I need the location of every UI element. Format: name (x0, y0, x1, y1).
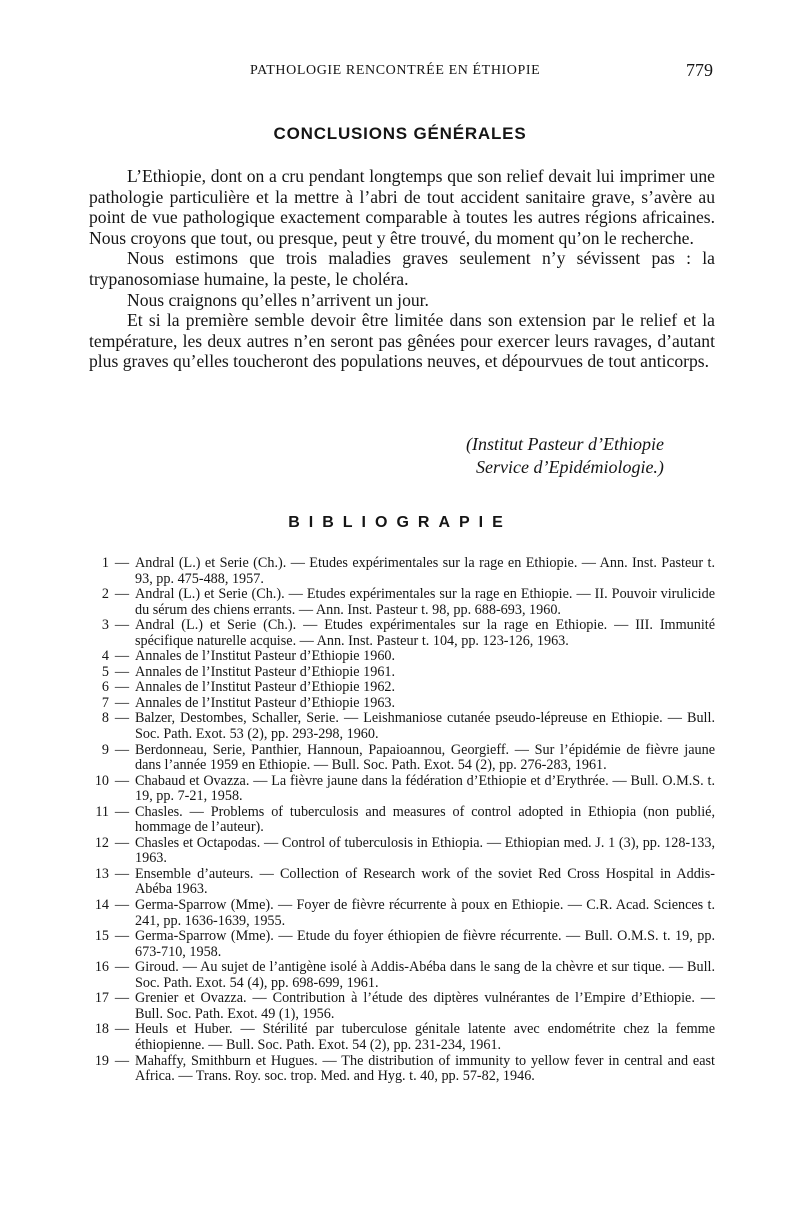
entry-text: Ensemble d’auteurs. — Collection of Research work of the soviet Red Cross Hospital in Addis-Abéba 1963. (135, 865, 715, 898)
entry-dash: — (114, 834, 130, 851)
entry-text: Chasles et Octapodas. — Control of tuberculosis in Ethiopia. — Ethiopian med. J. 1 (3), pp. 128-133, 1963. (135, 834, 715, 867)
entry-number: 3 (101, 617, 109, 634)
bibliography-entry (87, 618, 715, 649)
entry-dash: — (114, 897, 130, 914)
entry-text: Germa-Sparrow (Mme). — Etude du foyer éthiopien de fièvre récurrente. — Bull. O.M.S. t. 19, pp. 673-710, 1958. (135, 928, 715, 960)
bibliography-entry (87, 556, 715, 587)
entry-dash: — (114, 617, 130, 634)
entry-text: Chasles. — Problems of tuberculosis and measures of control adopted in Ethiopia (non publié, hommage de l’auteur). (135, 803, 715, 836)
entry-text: Berdonneau, Serie, Panthier, Hannoun, Papaioannou, Georgieff. — Sur l’épidémie de fièvre jaune dans l’année 1959 en Ethiopie. — Bull. Soc. Path. Exot. 54 (2), pp. 276-283, 1961. (135, 741, 715, 774)
entry-number: 7 (101, 694, 109, 711)
bibliography-entry (87, 991, 715, 1022)
entry-text: Grenier et Ovazza. — Contribution à l’étude des diptères vulnérantes de l’Empire d’Ethiopie. — Bull. Soc. Path. Exot. 49 (1), 1956. (135, 990, 715, 1022)
bibliography-entry (87, 836, 715, 867)
entry-number: 14 (94, 897, 109, 914)
bibliography-entry (87, 696, 715, 712)
bibliography-entry (87, 649, 715, 665)
entry-dash: — (114, 586, 130, 603)
entry-dash: — (114, 710, 130, 727)
entry-dash: — (114, 555, 130, 571)
entry-number: 18 (94, 1021, 109, 1038)
entry-dash: — (114, 772, 130, 789)
entry-text: Mahaffy, Smithburn et Hugues. — The distribution of immunity to yellow fever in central and east Africa. — Trans. Roy. soc. trop. Med. and Hyg. t. 40, pp. 57-82, 1946. (135, 1052, 715, 1085)
entry-number: 4 (101, 648, 109, 665)
bibliography-entry (87, 1054, 715, 1085)
entry-number: 2 (101, 586, 109, 603)
running-title: PATHOLOGIE RENCONTRÉE EN ÉTHIOPIE (250, 63, 541, 78)
paragraph: L’Ethiopie, dont on a cru pendant longtemps que son relief devait lui imprimer une pathologie particulière et la mettre à l’abri de tout accident sanitaire grave, s’avère au point de vue pathologique exactement comparable à toutes les autres régions africaines. Nous croyons que tout, ou presque, peut y être trouvé, du moment qu’on le recherche. (89, 166, 715, 248)
entry-text: Giroud. — Au sujet de l’antigène isolé à Addis-Abéba dans le sang de la chèvre et sur tique. — Bull. Soc. Path. Exot. 54 (4), pp. 698-699, 1961. (135, 959, 715, 991)
entry-text: Andral (L.) et Serie (Ch.). — Etudes expérimentales sur la rage en Ethiopie. — III. Immunité spécifique naturelle acquise. — Ann. Inst. Pasteur t. 104, pp. 123-126, 1963. (135, 617, 715, 649)
bibliography-entry (87, 711, 715, 742)
section-title-conclusions: CONCLUSIONS GÉNÉRALES (273, 124, 527, 143)
bibliography-entry (87, 929, 715, 960)
bibliography-entry (87, 805, 715, 836)
bibliography-list (87, 556, 715, 1085)
entry-number: 5 (101, 663, 109, 680)
signature-line: Service d’Epidémiologie.) (476, 457, 664, 477)
bibliography-entry (87, 1022, 715, 1053)
entry-text: Heuls et Huber. — Stérilité par tuberculose génitale latente avec endométrite chez la femme éthiopienne. — Bull. Soc. Path. Exot. 54 (2), pp. 231-234, 1961. (135, 1021, 715, 1053)
paragraph: Et si la première semble devoir être limitée dans son extension par le relief et la température, les deux autres n’en seront pas gênées pour exercer leurs ravages, d’autant plus graves qu’elles toucheront des populations neuves, et dépourvues de tout anticorps. (89, 310, 715, 372)
bibliography-entry (87, 867, 715, 898)
entry-dash: — (114, 663, 130, 680)
entry-text: Annales de l’Institut Pasteur d’Ethiopie 1963. (135, 694, 396, 711)
entry-number: 11 (95, 803, 109, 820)
entry-dash: — (114, 928, 130, 945)
entry-dash: — (114, 990, 130, 1007)
entry-text: Balzer, Destombes, Schaller, Serie. — Leishmaniose cutanée pseudo-lépreuse en Ethiopie. — Bull. Soc. Path. Exot. 53 (2), pp. 293-298, 1960. (135, 710, 715, 743)
page-number: 779 (686, 60, 713, 80)
entry-number: 16 (94, 959, 109, 976)
bibliography-entry (87, 960, 715, 991)
entry-dash: — (114, 1021, 130, 1038)
entry-text: Chabaud et Ovazza. — La fièvre jaune dans la fédération d’Ethiopie et d’Erythrée. — Bull. O.M.S. t. 19, pp. 7-21, 1958. (135, 772, 715, 805)
entry-dash: — (114, 741, 130, 758)
entry-number: 8 (101, 710, 109, 727)
entry-number: 17 (94, 990, 109, 1007)
entry-dash: — (114, 803, 130, 820)
bibliography-entry (87, 680, 715, 696)
entry-text: Annales de l’Institut Pasteur d’Ethiopie 1960. (135, 648, 396, 665)
entry-number: 9 (101, 741, 109, 758)
entry-dash: — (114, 959, 130, 976)
entry-text: Andral (L.) et Serie (Ch.). — Etudes expérimentales sur la rage en Ethiopie. — Ann. Inst. Pasteur t. 93, pp. 475-488, 1957. (135, 555, 715, 587)
entry-dash: — (114, 648, 130, 665)
entry-dash: — (114, 865, 130, 882)
entry-text: Annales de l’Institut Pasteur d’Ethiopie 1962. (135, 679, 396, 696)
entry-text: Andral (L.) et Serie (Ch.). — Etudes expérimentales sur la rage en Ethiopie. — II. Pouvoir virulicide du sérum des chiens errants. — Ann. Inst. Pasteur t. 98, pp. 688-693, 1960. (135, 586, 715, 618)
entry-number: 19 (94, 1052, 109, 1069)
paragraph: Nous craignons qu’elles n’arrivent un jour. (127, 289, 429, 310)
entry-dash: — (114, 694, 130, 711)
signature-line: (Institut Pasteur d’Ethiopie (466, 434, 664, 454)
bibliography-entry (87, 774, 715, 805)
paragraph: Nous estimons que trois maladies graves seulement n’y sévissent pas : la trypanosomiase humaine, la peste, le choléra. (89, 248, 715, 289)
institution-signature (466, 433, 664, 479)
entry-dash: — (114, 679, 130, 696)
entry-number: 10 (94, 772, 109, 789)
bibliography-entry (87, 743, 715, 774)
bibliography-entry (87, 898, 715, 929)
entry-number: 12 (94, 834, 109, 851)
entry-number: 6 (101, 679, 109, 696)
entry-number: 15 (94, 928, 109, 945)
entry-text: Annales de l’Institut Pasteur d’Ethiopie 1961. (135, 663, 396, 680)
entry-number: 13 (94, 865, 109, 882)
entry-number: 1 (101, 555, 109, 571)
section-title-bibliography: BIBLIOGRAPIE (288, 514, 512, 531)
entry-dash: — (114, 1052, 130, 1069)
bibliography-entry (87, 587, 715, 618)
entry-text: Germa-Sparrow (Mme). — Foyer de fièvre récurrente à poux en Ethiopie. — C.R. Acad. Sciences t. 241, pp. 1636-1639, 1955. (135, 897, 715, 929)
conclusions-body (89, 166, 715, 372)
bibliography-entry (87, 665, 715, 681)
